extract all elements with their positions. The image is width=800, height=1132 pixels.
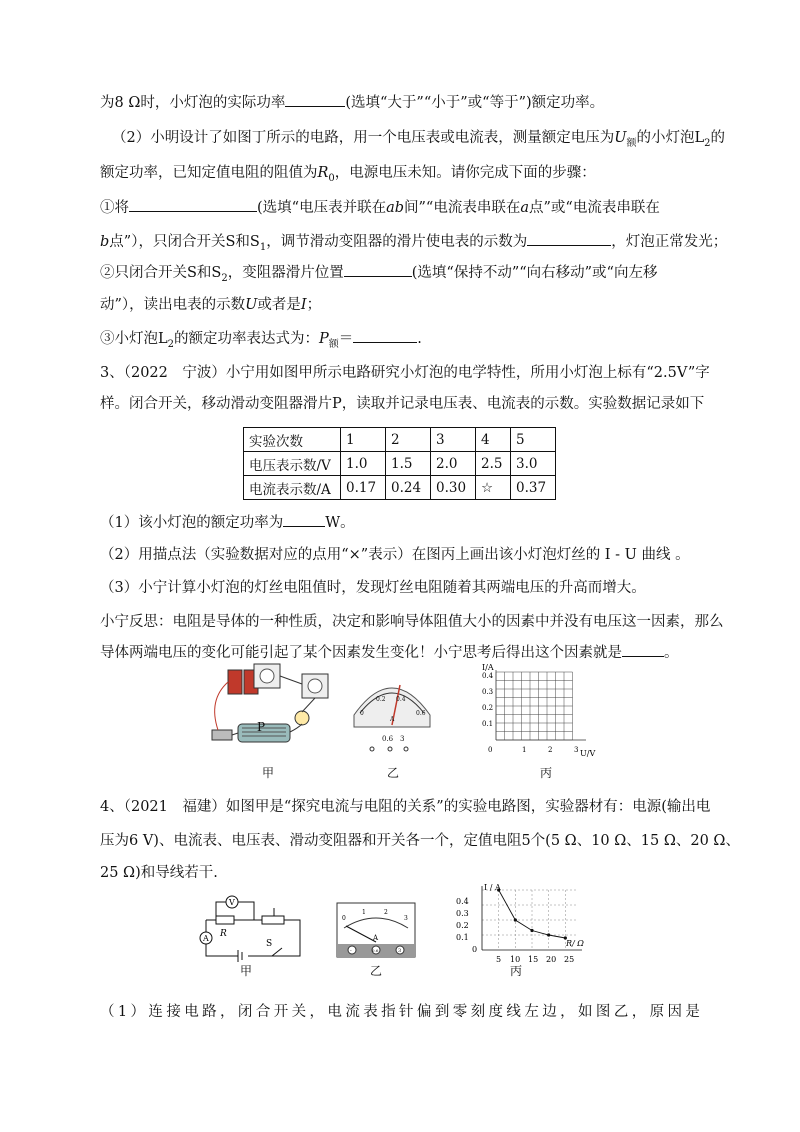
line-3: 额定功率，已知定值电阻的阻值为$R_0$，电源电压未知。请你完成下面的步骤： xyxy=(100,165,596,184)
y-tick: 0.3 xyxy=(482,688,494,696)
line-17: 4、（2021 福建）如图甲是“探究电流与电阻的关系”的实验电路图，实验器材有：电源(输出电 xyxy=(100,799,711,815)
line-9: 3、（2022 宁波）小宁用如图甲所示电路研究小灯泡的电学特性，所用小灯泡上标有“2.5V”字 xyxy=(100,365,710,381)
meter-tick: 0.2 xyxy=(376,696,386,703)
x-tick: 2 xyxy=(548,746,553,754)
origin-label: 0 xyxy=(488,746,493,754)
data-table xyxy=(243,427,556,500)
line-12: （1）该小灯泡的额定功率为 W。 xyxy=(100,512,355,533)
x-tick: 3 xyxy=(574,746,579,754)
x-tick: 1 xyxy=(522,746,527,754)
answer-blank[interactable] xyxy=(344,262,412,277)
line-4: ①将 (选填“电压表并联在ab间”“电流表串联在a点”或“电流表串联在 xyxy=(100,197,660,218)
line-20: （1）连接电路，闭合开关，电流表指针偏到零刻度线左边，如图乙，原因是 xyxy=(100,1004,704,1020)
figure-1-graph xyxy=(476,660,606,760)
table-row: 电压表示数/V 1.0 1.5 2.0 2.5 3.0 xyxy=(244,452,556,476)
figure-2-ammeter xyxy=(336,902,416,958)
caption-jia-2: 甲 xyxy=(240,964,253,978)
meter-tick: 1 xyxy=(362,909,366,916)
line-19: 25 Ω)和导线若干. xyxy=(100,865,218,881)
caption-bing: 丙 xyxy=(540,766,553,780)
graph-ylabel: I / A xyxy=(484,883,501,892)
meter-tick: 2 xyxy=(384,909,388,916)
meter-tick: 0 xyxy=(360,710,364,717)
line-6: ②只闭合开关S和$S_2$，变阻器滑片位置 (选填“保持不动”“向右移动”或“向左移 xyxy=(100,262,657,289)
meter-tick: 0.4 xyxy=(396,696,406,703)
x-tick: 15 xyxy=(528,955,539,964)
x-tick: 25 xyxy=(564,955,575,964)
label-p: P xyxy=(257,720,266,734)
x-tick: 5 xyxy=(496,955,502,964)
figure-1-apparatus xyxy=(198,660,338,760)
table-row: 实验次数 1 2 3 4 5 xyxy=(244,428,556,452)
y-tick: 0.4 xyxy=(482,672,494,680)
meter-tick: 0 xyxy=(342,915,346,922)
ammeter-label: A xyxy=(203,934,209,943)
y-tick: 0.4 xyxy=(456,897,469,906)
line-16: 导体两端电压的变化可能引起了某个因素发生变化！小宁思考后得出这个因素就是 。 xyxy=(100,642,679,663)
terminal-label: 3 xyxy=(398,948,402,954)
terminal-label: 0.6 xyxy=(372,948,379,953)
switch-label: S xyxy=(266,939,273,949)
y-tick: 0 xyxy=(472,945,478,954)
terminal-label: 0.6 xyxy=(382,735,394,743)
caption-bing-2: 丙 xyxy=(510,964,523,978)
figure-2-graph xyxy=(452,880,602,975)
figure-1-ammeter xyxy=(350,665,434,757)
y-tick: 0.2 xyxy=(482,704,494,712)
voltmeter-label: V xyxy=(229,898,235,907)
data-point xyxy=(547,933,550,936)
meter-unit: A xyxy=(373,934,379,942)
x-tick: 10 xyxy=(510,955,521,964)
caption-yi-2: 乙 xyxy=(370,964,383,978)
meter-tick: 0.6 xyxy=(416,710,426,717)
data-point xyxy=(530,929,533,932)
terminal-label: - xyxy=(350,948,352,954)
line-7: 动”），读出电表的示数U或者是I； xyxy=(100,297,322,313)
line-8: ③小灯泡$L_2$的额定功率表达式为：$P_额=$ . xyxy=(100,328,422,355)
graph-xlabel: R/ Ω xyxy=(566,939,584,948)
answer-blank[interactable] xyxy=(353,328,417,343)
answer-blank[interactable] xyxy=(129,197,257,212)
terminal-label: 3 xyxy=(400,735,405,743)
y-tick: 0.1 xyxy=(456,933,469,942)
y-tick: 0.3 xyxy=(456,909,469,918)
graph-ylabel: I/A xyxy=(482,663,494,672)
line-13: （2）用描点法（实验数据对应的点用“×”表示）在图丙上画出该小灯泡灯丝的 I - U 曲线 。 xyxy=(100,547,690,563)
line-5: b点”），只闭合开关S和$S_1$，调节滑动变阻器的滑片使电表的示数为 ，灯泡正常发光； xyxy=(100,231,727,258)
meter-tick: 3 xyxy=(404,915,408,922)
x-tick: 20 xyxy=(546,955,557,964)
data-point xyxy=(514,918,517,921)
answer-blank[interactable] xyxy=(527,231,611,246)
caption-yi: 乙 xyxy=(387,766,400,780)
line-1: 为8 Ω时，小灯泡的实际功率 (选填“大于”“小于”或“等于”)额定功率。 xyxy=(100,92,604,113)
figure-2-circuit xyxy=(196,890,308,962)
graph-xlabel: U/V xyxy=(580,749,596,758)
line-18: 压为6 V)、电流表、电压表、滑动变阻器和开关各一个，定值电阻5个(5 Ω、10 Ω、15 Ω、20 Ω、 xyxy=(100,833,740,849)
y-tick: 0.1 xyxy=(482,720,494,728)
answer-blank[interactable] xyxy=(285,92,345,107)
line-14: （3）小宁计算小灯泡的灯丝电阻值时，发现灯丝电阻随着其两端电压的升高而增大。 xyxy=(100,580,646,596)
caption-jia: 甲 xyxy=(262,766,275,780)
table-row: 电流表示数/A 0.17 0.24 0.30 ☆ 0.37 xyxy=(244,476,556,500)
resistor-label: R xyxy=(220,929,227,939)
line-10: 样。闭合开关，移动滑动变阻器滑片P，读取并记录电压表、电流表的示数。实验数据记录如下 xyxy=(100,396,705,412)
meter-unit: A xyxy=(390,716,395,723)
answer-blank[interactable] xyxy=(283,512,325,527)
line-2: （2）小明设计了如图丁所示的电路，用一个电压表或电流表，测量额定电压为$U_额$的小灯泡$L_2$的 xyxy=(112,130,725,149)
answer-blank[interactable] xyxy=(622,642,664,657)
y-tick: 0.2 xyxy=(456,921,469,930)
line-15: 小宁反思：电阻是导体的一种性质，决定和影响导体阻值大小的因素中并没有电压这一因素，那么 xyxy=(100,614,724,630)
